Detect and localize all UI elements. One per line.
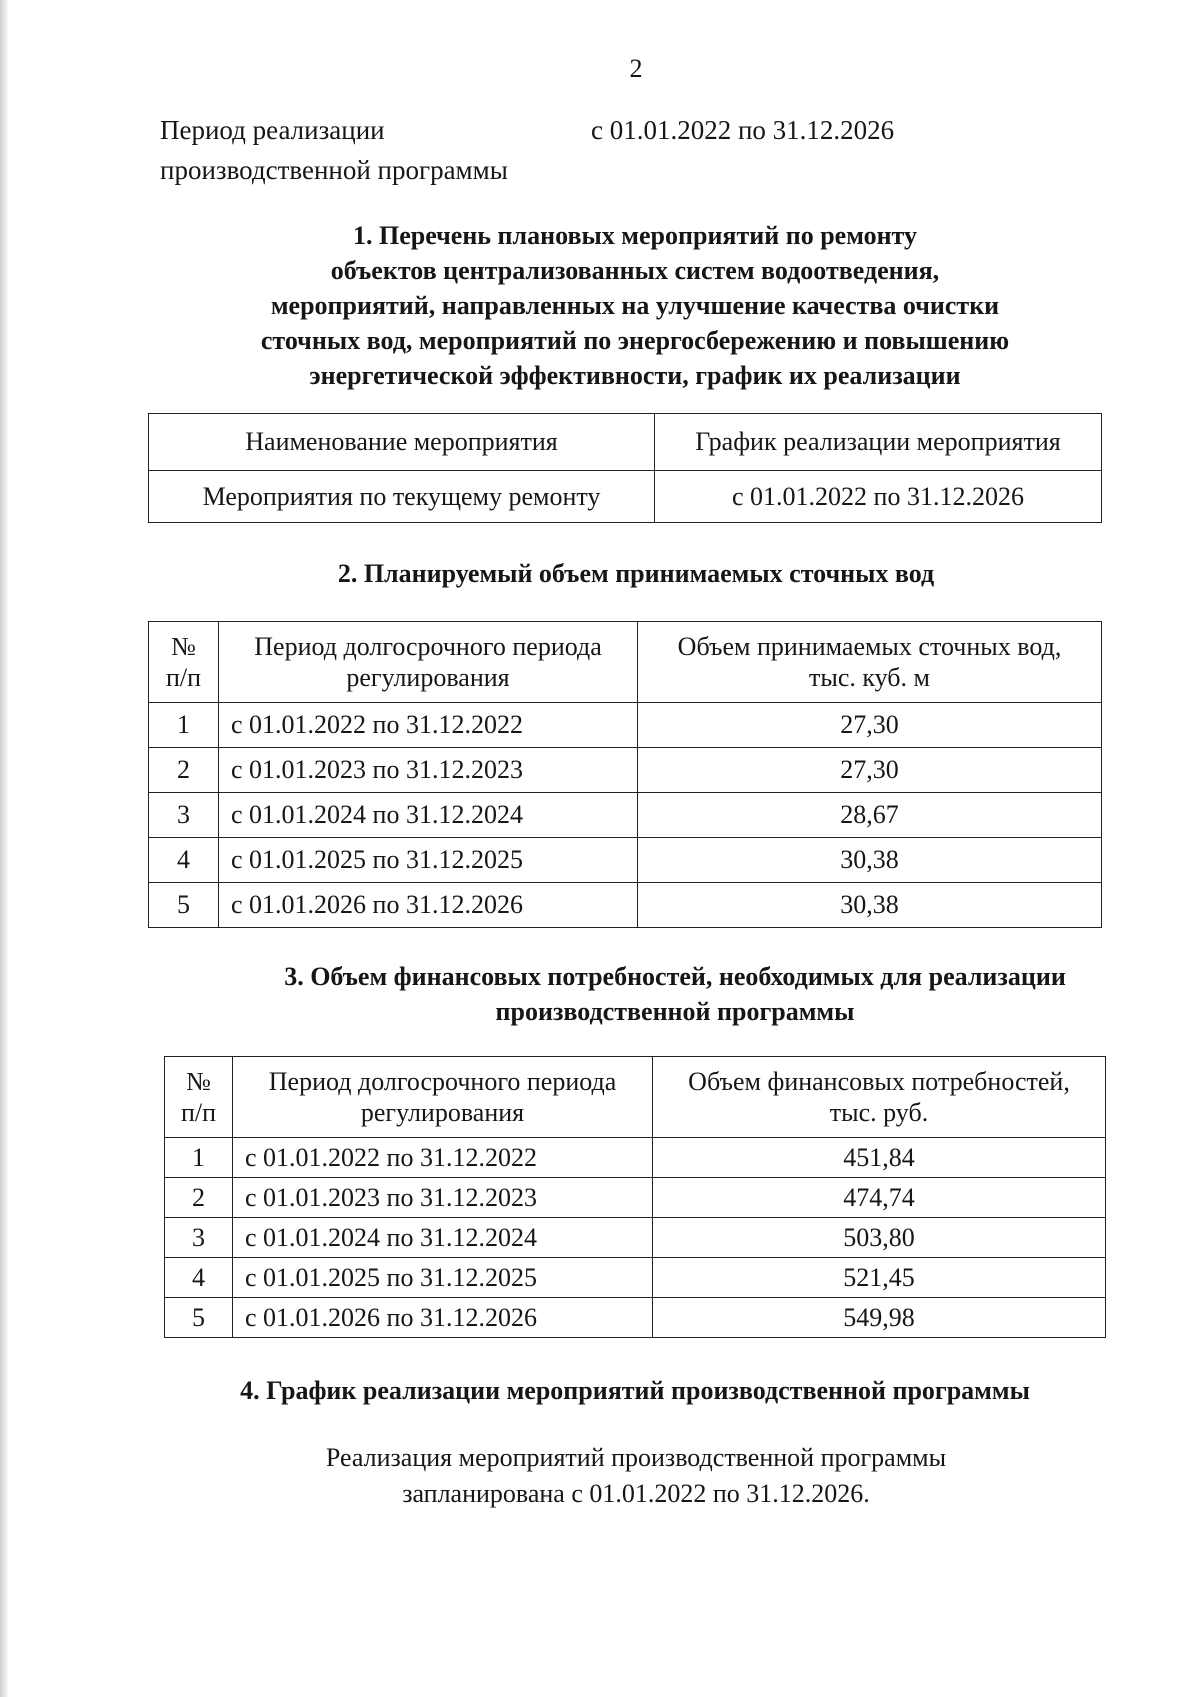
header-volume-line: Объем принимаемых сточных вод, xyxy=(677,632,1062,661)
row-number: 5 xyxy=(165,1298,233,1338)
header-measure-schedule: График реализации мероприятия xyxy=(655,414,1102,471)
header-number xyxy=(149,622,219,703)
row-volume: 28,67 xyxy=(638,793,1102,838)
section3-title-line: 3. Объем финансовых потребностей, необходимых для реализации xyxy=(284,962,1066,991)
section3-title-line: производственной программы xyxy=(495,997,855,1026)
table-row xyxy=(149,793,1102,838)
row-volume: 27,30 xyxy=(638,703,1102,748)
header-period-line: Период долгосрочного периода xyxy=(254,632,602,661)
header-financial-line: Объем финансовых потребностей, xyxy=(688,1067,1070,1096)
table-row xyxy=(165,1138,1106,1178)
header-period-line: Период долгосрочного периода xyxy=(268,1067,617,1096)
row-financial-needs: 474,74 xyxy=(653,1178,1106,1218)
scan-edge-shadow xyxy=(0,0,9,1697)
conclusion-line: Реализация мероприятий производственной программы xyxy=(325,1443,947,1472)
row-volume: 30,38 xyxy=(638,883,1102,928)
table-header-row xyxy=(165,1057,1106,1138)
header-number-line: п/п xyxy=(165,663,202,692)
row-number: 1 xyxy=(149,703,219,748)
row-financial-needs: 503,80 xyxy=(653,1218,1106,1258)
row-period: с 01.01.2023 по 31.12.2023 xyxy=(233,1178,653,1218)
header-number-line: № xyxy=(186,1067,211,1096)
period-label-line2: производственной программы xyxy=(160,155,508,185)
header-volume-line: тыс. куб. м xyxy=(809,663,930,692)
table-row xyxy=(165,1258,1106,1298)
row-financial-needs: 521,45 xyxy=(653,1258,1106,1298)
conclusion-text xyxy=(200,1440,1072,1512)
row-volume: 30,38 xyxy=(638,838,1102,883)
period-value: с 01.01.2022 по 31.12.2026 xyxy=(591,115,895,145)
row-period: с 01.01.2023 по 31.12.2023 xyxy=(219,748,638,793)
header-number-line: № xyxy=(171,632,196,661)
row-period: с 01.01.2024 по 31.12.2024 xyxy=(233,1218,653,1258)
table-row xyxy=(165,1298,1106,1338)
conclusion-line: запланирована с 01.01.2022 по 31.12.2026. xyxy=(402,1479,870,1508)
table-header-row xyxy=(149,414,1102,471)
row-financial-needs: 451,84 xyxy=(653,1138,1106,1178)
row-period: с 01.01.2025 по 31.12.2025 xyxy=(219,838,638,883)
wastewater-volume-table xyxy=(148,621,1102,928)
row-period: с 01.01.2024 по 31.12.2024 xyxy=(219,793,638,838)
table-row xyxy=(149,703,1102,748)
section3-title xyxy=(200,959,1150,1029)
row-number: 5 xyxy=(149,883,219,928)
financial-needs-table xyxy=(164,1056,1106,1338)
header-period xyxy=(219,622,638,703)
header-period-line: регулирования xyxy=(360,1098,525,1127)
page-number: 2 xyxy=(629,54,643,83)
measure-schedule-cell: с 01.01.2022 по 31.12.2026 xyxy=(655,471,1102,523)
row-number: 2 xyxy=(149,748,219,793)
period-label xyxy=(160,110,580,190)
header-volume xyxy=(638,622,1102,703)
table-row xyxy=(165,1218,1106,1258)
header-measure-name: Наименование мероприятия xyxy=(149,414,655,471)
row-period: с 01.01.2026 по 31.12.2026 xyxy=(233,1298,653,1338)
section1-title-line: энергетической эффективности, график их реализации xyxy=(309,361,961,390)
header-number-line: п/п xyxy=(180,1098,217,1127)
measure-name-cell: Мероприятия по текущему ремонту xyxy=(149,471,655,523)
table-row xyxy=(165,1178,1106,1218)
section4-title: 4. График реализации мероприятий производственной программы xyxy=(240,1376,1030,1405)
section1-title-line: сточных вод, мероприятий по энергосбережению и повышению xyxy=(260,326,1010,355)
measures-table xyxy=(148,413,1102,523)
section1-title-line: объектов централизованных систем водоотведения, xyxy=(330,256,940,285)
section1-title-line: мероприятий, направленных на улучшение качества очистки xyxy=(270,291,1000,320)
row-number: 4 xyxy=(165,1258,233,1298)
row-period: с 01.01.2022 по 31.12.2022 xyxy=(219,703,638,748)
header-period xyxy=(233,1057,653,1138)
table-row xyxy=(149,838,1102,883)
table-row xyxy=(149,748,1102,793)
table-header-row xyxy=(149,622,1102,703)
period-label-line1: Период реализации xyxy=(160,115,385,145)
row-number: 3 xyxy=(149,793,219,838)
row-number: 3 xyxy=(165,1218,233,1258)
header-number xyxy=(165,1057,233,1138)
section1-title-line: 1. Перечень плановых мероприятий по ремонту xyxy=(353,221,917,250)
section2-title: 2. Планируемый объем принимаемых сточных вод xyxy=(337,559,935,588)
table-row xyxy=(149,471,1102,523)
section1-title xyxy=(200,218,1070,393)
row-number: 1 xyxy=(165,1138,233,1178)
header-financial-line: тыс. руб. xyxy=(829,1098,929,1127)
header-period-line: регулирования xyxy=(346,663,510,692)
table-row xyxy=(149,883,1102,928)
row-financial-needs: 549,98 xyxy=(653,1298,1106,1338)
header-financial-needs xyxy=(653,1057,1106,1138)
row-number: 4 xyxy=(149,838,219,883)
row-period: с 01.01.2026 по 31.12.2026 xyxy=(219,883,638,928)
row-period: с 01.01.2025 по 31.12.2025 xyxy=(233,1258,653,1298)
row-number: 2 xyxy=(165,1178,233,1218)
row-period: с 01.01.2022 по 31.12.2022 xyxy=(233,1138,653,1178)
row-volume: 27,30 xyxy=(638,748,1102,793)
